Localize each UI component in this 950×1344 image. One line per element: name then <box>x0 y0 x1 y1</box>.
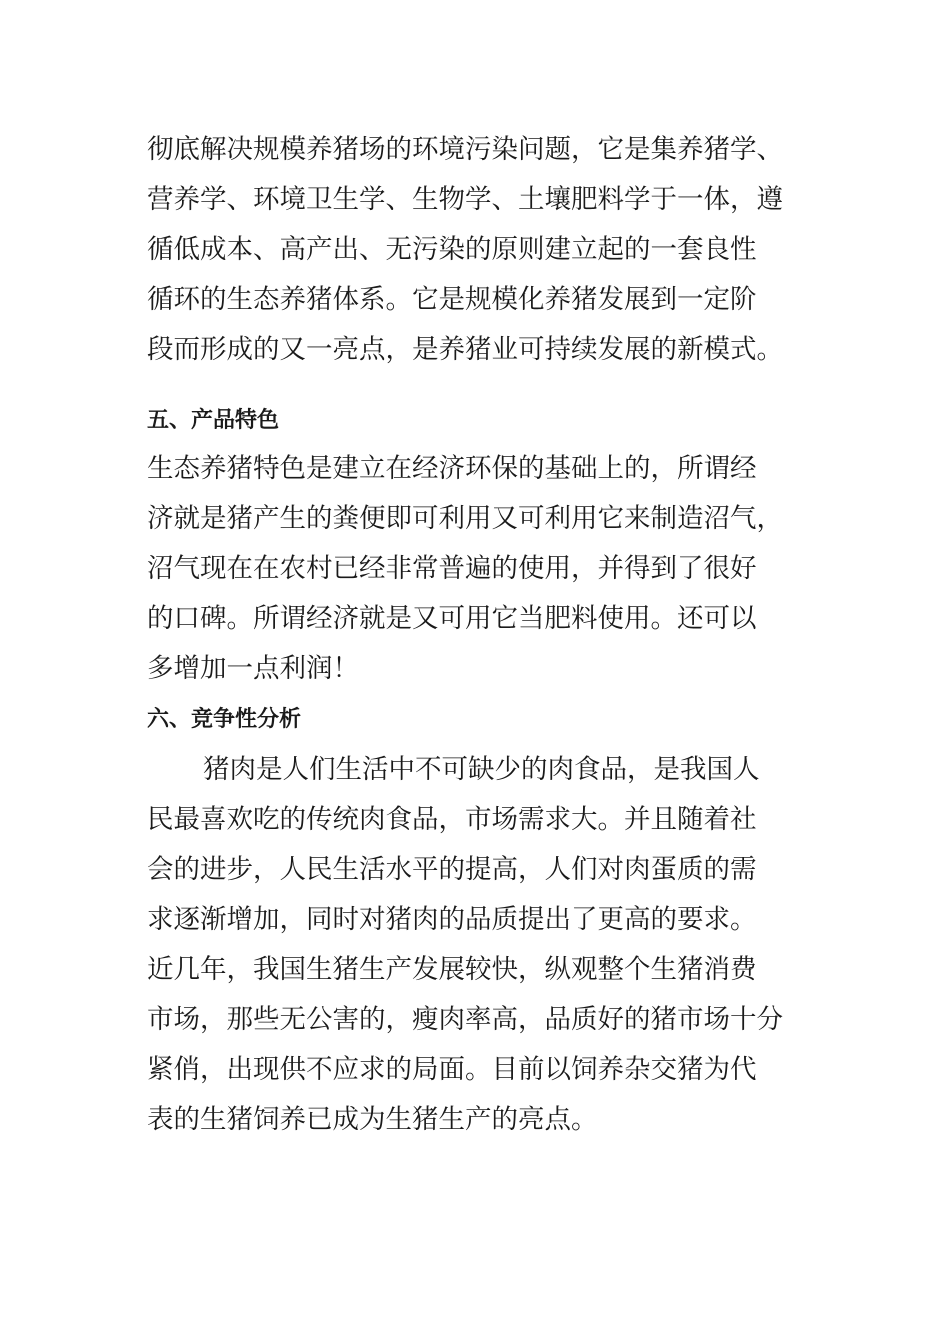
paragraph-line: 会的进步，人民生活水平的提高，人们对肉蛋质的需 <box>147 854 757 885</box>
paragraph-line: 循环的生态养猪体系。它是规模化养猪发展到一定阶 <box>147 284 757 315</box>
paragraph-line: 多增加一点利润！ <box>147 653 359 684</box>
paragraph-line: 沼气现在在农村已经非常普遍的使用，并得到了很好 <box>147 553 757 584</box>
paragraph-line: 彻底解决规模养猪场的环境污染问题，它是集养猪学、 <box>147 134 783 165</box>
paragraph-line: 循低成本、高产出、无污染的原则建立起的一套良性 <box>147 234 757 265</box>
paragraph-line: 市场，那些无公害的，瘦肉率高，品质好的猪市场十分 <box>147 1004 783 1035</box>
paragraph-line: 民最喜欢吃的传统肉食品，市场需求大。并且随着社 <box>147 804 757 835</box>
paragraph-line: 济就是猪产生的粪便即可利用又可利用它来制造沼气， <box>147 503 783 534</box>
paragraph-line: 表的生猪饲养已成为生猪生产的亮点。 <box>147 1104 598 1135</box>
section-heading-product-features: 五、产品特色 <box>147 408 280 433</box>
paragraph-line: 的口碑。所谓经济就是又可用它当肥料使用。还可以 <box>147 603 757 634</box>
paragraph-line: 紧俏，出现供不应求的局面。目前以饲养杂交猪为代 <box>147 1054 757 1085</box>
paragraph-line: 生态养猪特色是建立在经济环保的基础上的，所谓经 <box>147 453 757 484</box>
paragraph-line: 猪肉是人们生活中不可缺少的肉食品，是我国人 <box>203 754 760 785</box>
paragraph-line: 近几年，我国生猪生产发展较快，纵观整个生猪消费 <box>147 954 757 985</box>
paragraph-line: 求逐渐增加，同时对猪肉的品质提出了更高的要求。 <box>147 904 757 935</box>
section-heading-competitive-analysis: 六、竞争性分析 <box>147 707 302 732</box>
paragraph-line: 段而形成的又一亮点，是养猪业可持续发展的新模式。 <box>147 334 783 365</box>
paragraph-line: 营养学、环境卫生学、生物学、土壤肥料学于一体，遵 <box>147 184 783 215</box>
